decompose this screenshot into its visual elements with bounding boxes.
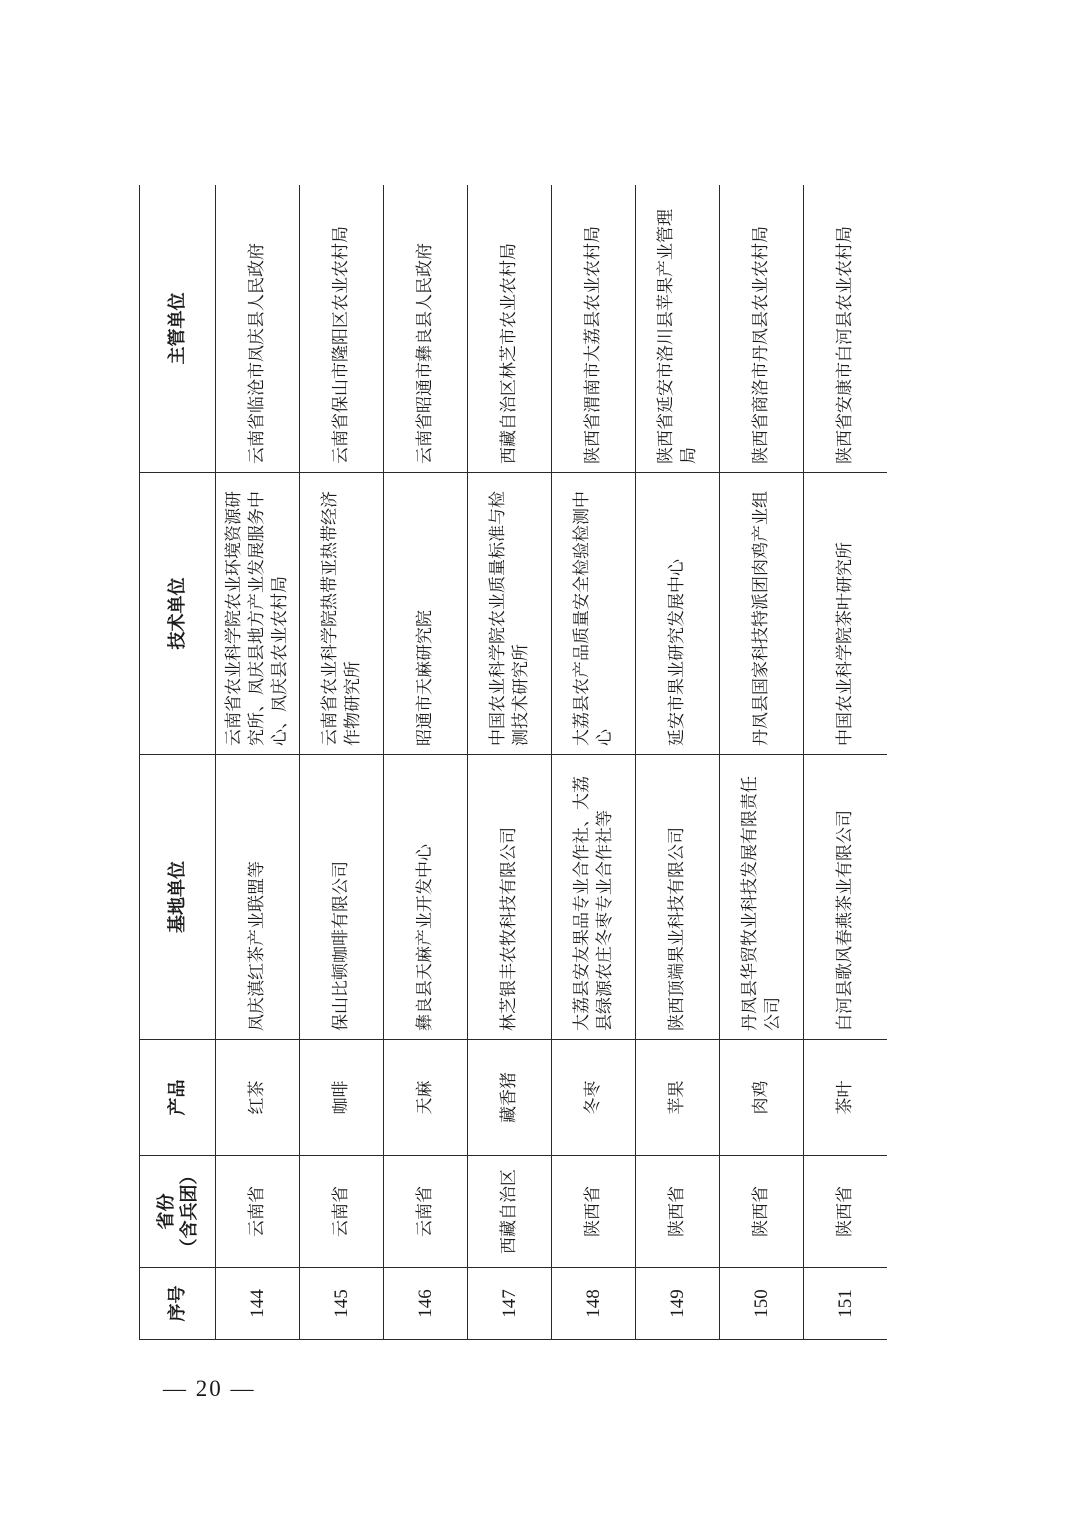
cell-product: 冬枣: [552, 1040, 636, 1156]
cell-base-unit: 彝良县天麻产业开发中心: [384, 755, 468, 1040]
cell-tech-unit: 昭通市天麻研究院: [384, 473, 468, 755]
cell-province: 云南省: [300, 1156, 384, 1268]
table-row: [384, 185, 468, 1340]
cell-product: 苹果: [636, 1040, 720, 1156]
cell-base-unit: 丹凤县华贸牧业科技发展有限责任公司: [720, 755, 804, 1040]
table-row: [552, 185, 636, 1340]
header-province-line1: 省份: [155, 1193, 177, 1230]
cell-admin-unit: 云南省昭通市彝良县人民政府: [384, 185, 468, 473]
page-number: — 20 —: [163, 1376, 256, 1401]
header-province: [140, 1156, 216, 1268]
cell-province: 西藏自治区: [468, 1156, 552, 1268]
cell-seq: 149: [636, 1268, 720, 1340]
cell-seq: 148: [552, 1268, 636, 1340]
cell-seq: 145: [300, 1268, 384, 1340]
cell-tech-unit: 云南省农业科学院农业环境资源研究所、凤庆县地方产业发展服务中心、凤庆县农业农村局: [216, 473, 300, 755]
cell-province: 陕西省: [720, 1156, 804, 1268]
cell-admin-unit: 云南省临沧市凤庆县人民政府: [216, 185, 300, 473]
header-province-line2: （含兵团）: [178, 1166, 200, 1257]
table-row: [804, 185, 888, 1340]
cell-tech-unit: 中国农业科学院农业质量标准与检测技术研究所: [468, 473, 552, 755]
cell-base-unit: 林芝银丰农牧科技有限公司: [468, 755, 552, 1040]
cell-base-unit: 陕西顶端果业科技有限公司: [636, 755, 720, 1040]
cell-product: 咖啡: [300, 1040, 384, 1156]
cell-province: 云南省: [216, 1156, 300, 1268]
rotated-table-container: [139, 185, 887, 1340]
cell-product: 红茶: [216, 1040, 300, 1156]
base-listing-table: [139, 185, 887, 1340]
header-base-unit: 基地单位: [140, 755, 216, 1040]
cell-seq: 151: [804, 1268, 888, 1340]
cell-tech-unit: 延安市果业研究发展中心: [636, 473, 720, 755]
header-seq: 序号: [140, 1268, 216, 1340]
table-row: [720, 185, 804, 1340]
table-row: [216, 185, 300, 1340]
cell-base-unit: 白河县歌风春燕茶业有限公司: [804, 755, 888, 1040]
cell-seq: 144: [216, 1268, 300, 1340]
cell-admin-unit: 云南省保山市隆阳区农业农村局: [300, 185, 384, 473]
cell-admin-unit: 西藏自治区林芝市农业农村局: [468, 185, 552, 473]
cell-province: 陕西省: [804, 1156, 888, 1268]
cell-province: 陕西省: [552, 1156, 636, 1268]
cell-base-unit: 凤庆滇红茶产业联盟等: [216, 755, 300, 1040]
cell-admin-unit: 陕西省渭南市大荔县农业农村局: [552, 185, 636, 473]
cell-base-unit: 保山比顿咖啡有限公司: [300, 755, 384, 1040]
cell-tech-unit: 中国农业科学院茶叶研究所: [804, 473, 888, 755]
table-row: [636, 185, 720, 1340]
cell-province: 云南省: [384, 1156, 468, 1268]
cell-admin-unit: 陕西省安康市白河县农业农村局: [804, 185, 888, 473]
cell-product: 天麻: [384, 1040, 468, 1156]
cell-seq: 147: [468, 1268, 552, 1340]
table-row: [300, 185, 384, 1340]
table-header-row: [140, 185, 216, 1340]
cell-admin-unit: 陕西省商洛市丹凤县农业农村局: [720, 185, 804, 473]
cell-product: 茶叶: [804, 1040, 888, 1156]
header-product: 产品: [140, 1040, 216, 1156]
cell-tech-unit: 丹凤县国家科技特派团肉鸡产业组: [720, 473, 804, 755]
cell-base-unit: 大荔县安友果品专业合作社、大荔县绿源农庄冬枣专业合作社等: [552, 755, 636, 1040]
cell-tech-unit: 大荔县农产品质量安全检验检测中心: [552, 473, 636, 755]
cell-product: 肉鸡: [720, 1040, 804, 1156]
cell-seq: 146: [384, 1268, 468, 1340]
rotated-table-frame: [139, 185, 887, 1340]
cell-tech-unit: 云南省农业科学院热带亚热带经济作物研究所: [300, 473, 384, 755]
cell-province: 陕西省: [636, 1156, 720, 1268]
header-tech-unit: 技术单位: [140, 473, 216, 755]
cell-product: 藏香猪: [468, 1040, 552, 1156]
cell-seq: 150: [720, 1268, 804, 1340]
table-row: [468, 185, 552, 1340]
header-admin-unit: 主管单位: [140, 185, 216, 473]
cell-admin-unit: 陕西省延安市洛川县苹果产业管理局: [636, 185, 720, 473]
